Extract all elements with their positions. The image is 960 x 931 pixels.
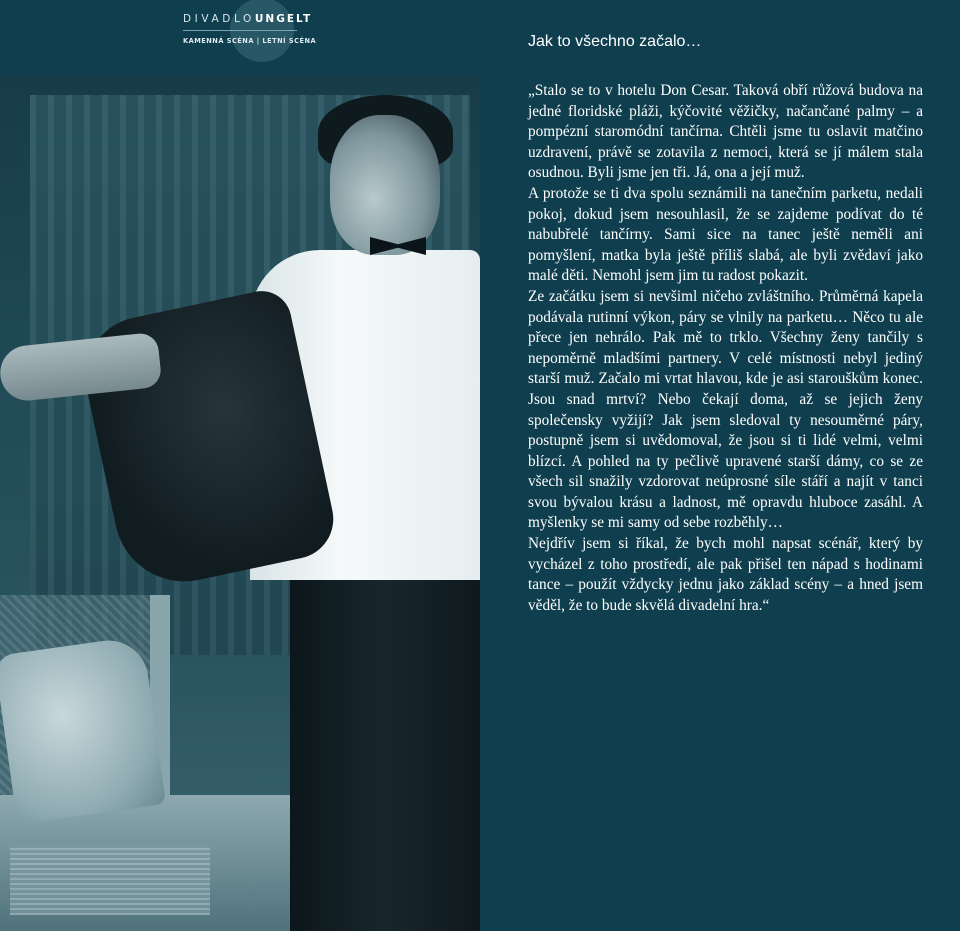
story-text (528, 81, 923, 616)
photo-pillow (0, 635, 166, 824)
logo-subtitle: KAMENNÁ SCÉNA | LETNÍ SCÉNA (183, 37, 317, 45)
theatre-logo[interactable] (183, 10, 323, 50)
story-paragraph: „Stalo se to v hotelu Don Cesar. Taková obří růžová budova na jedné floridské pláži, kýčovité věžičky, načančané palmy – a pompézní staromódní tančírna. Chtěli jsme tu oslavit matčino uzdravení, právě se zotavila z nemoci, která se jí málem stala osudnou. Byli jsme jen tři. Já, ona a její muž. (528, 82, 923, 182)
logo-divider (183, 30, 297, 31)
story-paragraph: A protože se ti dva spolu seznámili na tanečním parketu, nedali pokoj, dokud jsem nesouhlasil, že se zajdeme podívat do té nabubřelé tančírny. Sami sice na tanec ještě neměli ani pomyšlení, matka byla ještě příliš slabá, ale byli zvědaví jako malé děti. Nemohl jsem jim tu radost pokazit. (528, 184, 923, 285)
photo-head (330, 115, 440, 255)
story-paragraph: Nejdřív jsem si říkal, že bych mohl napsat scénář, který by vycházel z toho prostředí, ale pak přišel ten nápad s hodinami tance – použít vždycky jednu jako základ scény – a hned jsem věděl, že to bude skvělá divadelní hra.“ (528, 535, 923, 614)
logo-name-light: DIVADLO (183, 13, 255, 25)
story-paragraph: Ze začátku jsem si nevšiml ničeho zvláštního. Průměrná kapela podávala rutinní výkon, páry se vlnily na parketu… Něco tu ale přece jen nehrálo. Pak mě to trklo. Všechny ženy tančily s nepoměrně mladšími partnery. V celé místnosti nebyl jediný starší muž. Začalo mi vrtat hlavou, kde je asi starouškům konec. Jsou snad mrtví? Nebo čekají doma, až se jejich ženy společensky vyžijí? Jak jsem sledoval ty nesouměrné páry, postupně jsem si uvědomoval, že jsou si ti lidé velmi, velmi blízcí. A pohled na ty pečlivě upravené starší dámy, co se ze všech sil snažily vzdorovat neúprosné síle stáří a najít v tanci svou bývalou krásu a ladnost, mě opravdu hluboce zasáhl. A myšlenky se mi samy od sebe rozběhly… (528, 287, 923, 532)
section-title: Jak to všechno začalo… (528, 33, 702, 50)
photo-bed-texture (10, 845, 210, 915)
actor-photo (0, 75, 480, 931)
logo-name (183, 13, 312, 25)
logo-name-bold: UNGELT (254, 13, 313, 25)
logo-circle-icon (230, 0, 294, 62)
photo-trousers (290, 575, 480, 931)
